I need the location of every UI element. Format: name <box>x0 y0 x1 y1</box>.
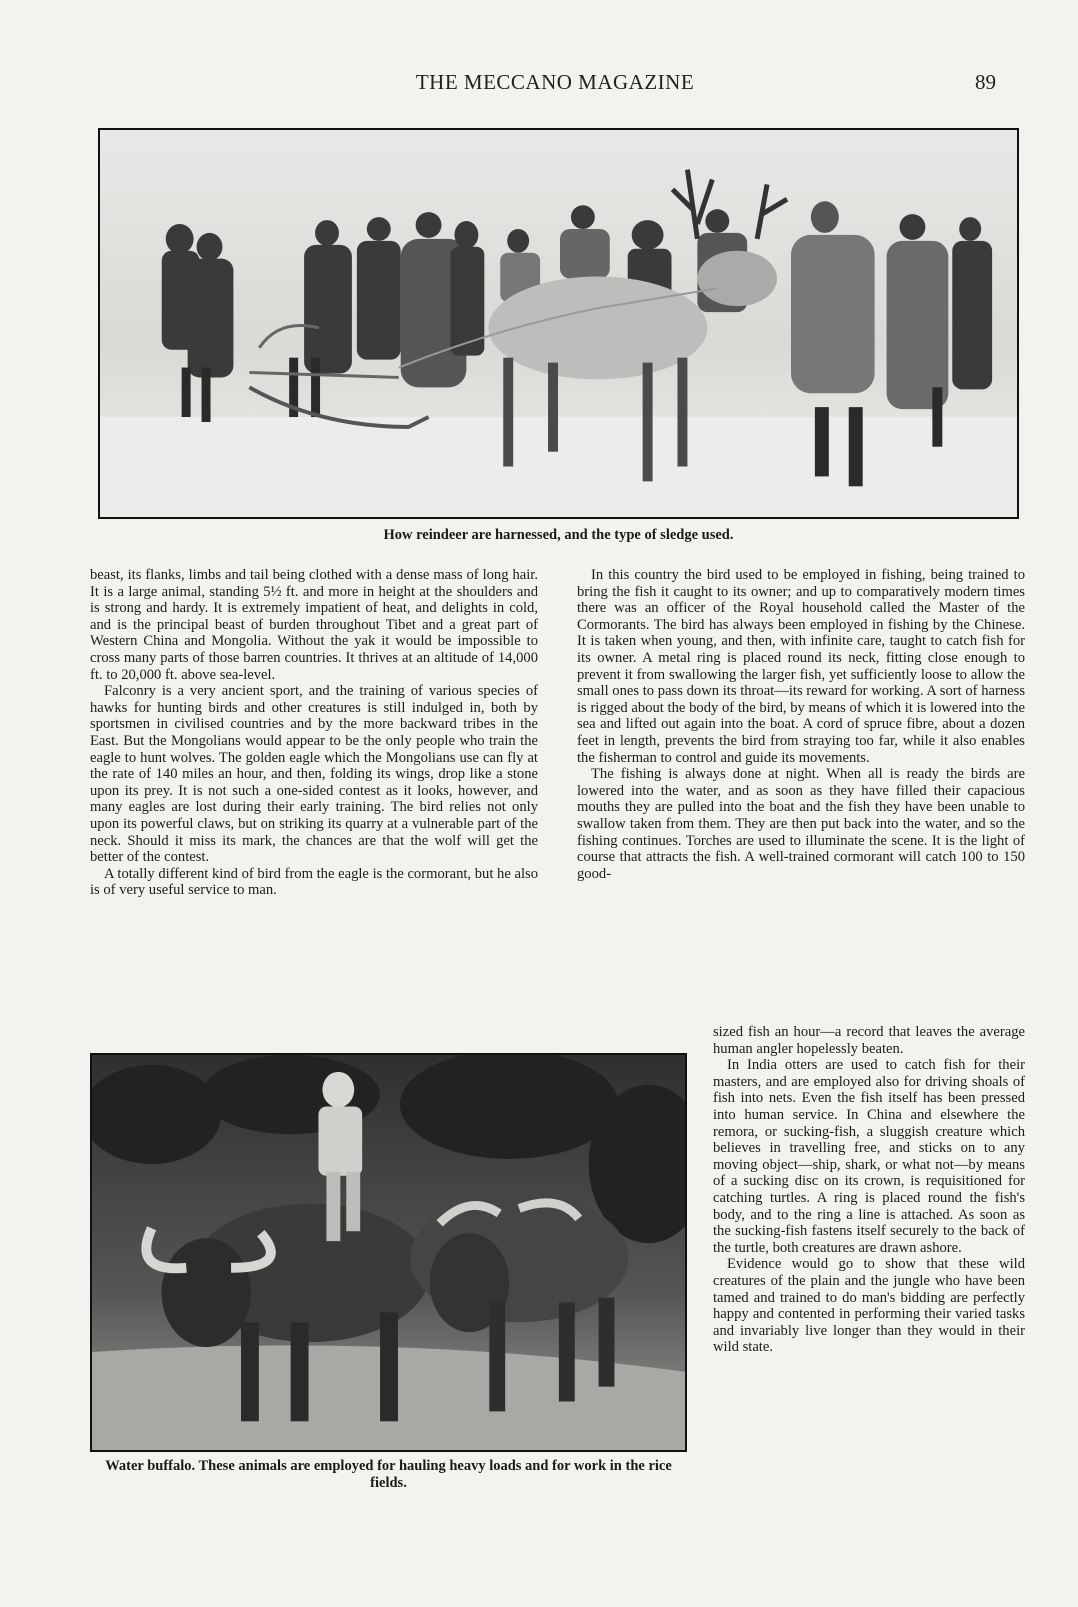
paragraph: In India otters are used to catch fish for their masters, and are employed also for driving shoals of fish into nets. Even the fish itself has been pressed into human service. In China and elsewhere the remora, or sucking-fish, a sluggish creature which believes in travelling free, and sticks on to any moving object—ship, shark, or what not—by means of a sucking disc on its crown, is requisitioned for catching turtles. A ring is placed round the fish's body, and to the ring a line is attached. As soon as the sucking-fish fastens itself securely to the back of the turtle, both creatures are drawn ashore. <box>713 1057 1025 1256</box>
water-buffalo-caption: Water buffalo. These animals are employed for hauling heavy loads and for work in the rice fields. <box>105 1458 672 1491</box>
paragraph: beast, its flanks, limbs and tail being clothed with a dense mass of long hair. It is a large animal, standing 5½ ft. and more in height at the shoulders and is strong and hardy. It is extremely impatient of heat, and delights in cold, and is the principal beast of burden throughout Tibet and a great part of Western China and Mongolia. Without the yak it would be impossible to cross many parts of those barren countries. It thrives at an altitude of 14,000 ft. to 20,000 ft. above sea-level. <box>90 567 538 683</box>
right-column-narrow <box>713 1024 1025 1356</box>
reindeer-caption: How reindeer are harnessed, and the type of sledge used. <box>383 527 734 543</box>
left-column <box>90 567 538 899</box>
paragraph: Evidence would go to show that these wild creatures of the plain and the jungle who have been tamed and trained to do man's bidding are perfectly happy and contented in performing their varied tasks and invariably live longer than they would in their wild state. <box>713 1256 1025 1356</box>
paragraph: In this country the bird used to be employed in fishing, being trained to bring the fish it caught to its owner; and up to comparatively modern times there was an officer of the Royal household called the Master of the Cormorants. The bird has always been employed in fishing by the Chinese. It is taken when young, and then, with infinite care, taught to catch fish for its owner. A metal ring is placed round its neck, fitting close enough to prevent it from swallowing the larger fish, yet sufficiently loose to allow the small ones to pass down its throat—its reward for working. A sort of harness is rigged about the body of the bird, by means of which it is lowered into the sea and lifted out again into the boat. A cord of spruce fibre, about a dozen feet in length, prevents the bird from straying too far, while it also enables the fisherman to control and guide its movements. <box>577 567 1025 766</box>
paragraph: A totally different kind of bird from the eagle is the cormorant, but he also is of very useful service to man. <box>90 865 538 899</box>
paragraph: Falconry is a very ancient sport, and the training of various species of hawks for hunting birds and other creatures is still indulged in, both by sportsmen in civilised countries and by the more backward tribes in the East. But the Mongolians would appear to be the only people who train the eagle to hunt wolves. The golden eagle which the Mongolians use can fly at the rate of 140 miles an hour, and then, folding its wings, drop like a stone upon its prey. It is not such a one-sided contest as it looks, however, and many eagles are lost during their early training. The bird relies not only upon its powerful claws, but on striking its quarry at a vulnerable part of the neck. Should it miss its mark, the chances are that the wolf will get the better of the contest. <box>90 683 538 866</box>
water-buffalo-photo <box>90 1053 687 1452</box>
paragraph: sized fish an hour—a record that leaves the average human angler hopelessly beaten. <box>713 1024 1025 1057</box>
page-number: 89 <box>975 70 996 94</box>
paragraph: The fishing is always done at night. When all is ready the birds are lowered into the water, and as soon as they have filled their capacious mouths they are pulled into the boat and the fish they have been unable to swallow taken from them. They are then put back into the water, and so the fishing continues. Torches are used to illuminate the scene. It is the light of course that attracts the fish. A well-trained cormorant will catch 100 to 150 good- <box>577 766 1025 882</box>
reindeer-photo <box>98 128 1019 519</box>
magazine-title: THE MECCANO MAGAZINE <box>415 70 695 94</box>
right-column <box>577 567 1025 882</box>
